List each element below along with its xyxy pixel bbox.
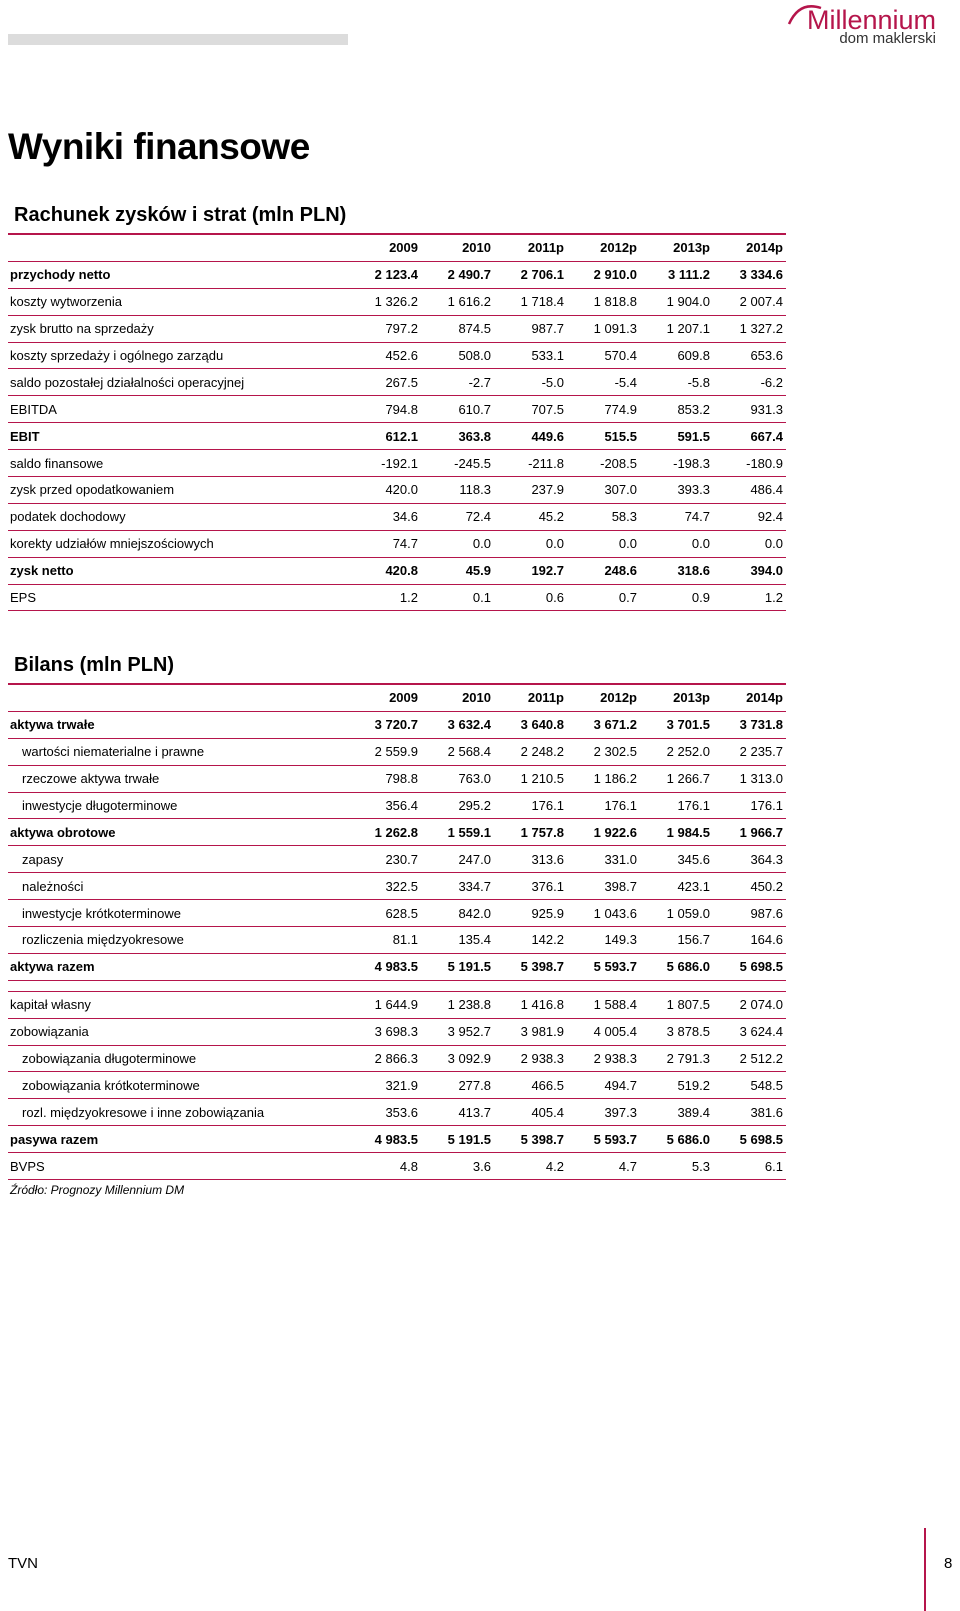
table-row xyxy=(8,288,786,315)
table-header-row xyxy=(8,685,786,711)
value-cell: 874.5 xyxy=(421,315,494,342)
value-cell: -245.5 xyxy=(421,450,494,477)
value-cell: 1 262.8 xyxy=(338,819,421,846)
value-cell: 5 398.7 xyxy=(494,953,567,980)
value-cell: 2 512.2 xyxy=(713,1045,786,1072)
row-label: zobowiązania krótkoterminowe xyxy=(8,1072,338,1099)
value-cell: 2 123.4 xyxy=(338,261,421,288)
value-cell: 45.9 xyxy=(421,557,494,584)
value-cell: 452.6 xyxy=(338,342,421,369)
value-cell: 353.6 xyxy=(338,1099,421,1126)
row-label: podatek dochodowy xyxy=(8,503,338,530)
value-cell: 142.2 xyxy=(494,927,567,954)
value-cell: 135.4 xyxy=(421,927,494,954)
brand-subtitle: dom maklerski xyxy=(839,30,936,47)
table-row xyxy=(8,765,786,792)
row-label: koszty sprzedaży i ogólnego zarządu xyxy=(8,342,338,369)
value-cell: 5 398.7 xyxy=(494,1126,567,1153)
value-cell: 4 005.4 xyxy=(567,1018,640,1045)
value-cell: 393.3 xyxy=(640,477,713,504)
value-cell: 1 313.0 xyxy=(713,765,786,792)
value-cell: 466.5 xyxy=(494,1072,567,1099)
value-cell: 2 235.7 xyxy=(713,738,786,765)
year-header: 2012p xyxy=(567,685,640,711)
value-cell: 1 904.0 xyxy=(640,288,713,315)
value-cell: -211.8 xyxy=(494,450,567,477)
value-cell: 0.0 xyxy=(713,530,786,557)
value-cell: 1 966.7 xyxy=(713,819,786,846)
table-row xyxy=(8,503,786,530)
value-cell: 0.9 xyxy=(640,584,713,611)
row-label: zysk netto xyxy=(8,557,338,584)
value-cell: 610.7 xyxy=(421,396,494,423)
table-row xyxy=(8,819,786,846)
value-cell: 356.4 xyxy=(338,792,421,819)
value-cell: 548.5 xyxy=(713,1072,786,1099)
row-label: saldo finansowe xyxy=(8,450,338,477)
value-cell: 3 092.9 xyxy=(421,1045,494,1072)
value-cell: 81.1 xyxy=(338,927,421,954)
value-cell: 248.6 xyxy=(567,557,640,584)
value-cell: 853.2 xyxy=(640,396,713,423)
value-cell: 1 043.6 xyxy=(567,900,640,927)
balance-sheet-section xyxy=(8,654,786,1197)
value-cell: 2 007.4 xyxy=(713,288,786,315)
value-cell: -5.0 xyxy=(494,369,567,396)
table-row xyxy=(8,711,786,738)
page-number: 8 xyxy=(944,1555,953,1572)
value-cell: 1 588.4 xyxy=(567,991,640,1018)
table-row xyxy=(8,953,786,980)
value-cell: 1 327.2 xyxy=(713,315,786,342)
value-cell: 3 111.2 xyxy=(640,261,713,288)
value-cell: 5 686.0 xyxy=(640,953,713,980)
value-cell: 5 191.5 xyxy=(421,953,494,980)
spacer-cell xyxy=(8,980,786,991)
value-cell: 653.6 xyxy=(713,342,786,369)
value-cell: 318.6 xyxy=(640,557,713,584)
spacer-row xyxy=(8,980,786,991)
year-header: 2013p xyxy=(640,685,713,711)
value-cell: -5.4 xyxy=(567,369,640,396)
value-cell: 394.0 xyxy=(713,557,786,584)
value-cell: 798.8 xyxy=(338,765,421,792)
value-cell: 2 074.0 xyxy=(713,991,786,1018)
value-cell: 1 559.1 xyxy=(421,819,494,846)
year-header: 2011p xyxy=(494,685,567,711)
value-cell: 334.7 xyxy=(421,873,494,900)
value-cell: 4.7 xyxy=(567,1153,640,1180)
table-row xyxy=(8,1153,786,1180)
table-row xyxy=(8,1045,786,1072)
value-cell: 591.5 xyxy=(640,423,713,450)
table-row xyxy=(8,900,786,927)
value-cell: 345.6 xyxy=(640,846,713,873)
value-cell: 2 866.3 xyxy=(338,1045,421,1072)
header-blank-cell xyxy=(8,685,338,711)
row-label: korekty udziałów mniejszościowych xyxy=(8,530,338,557)
row-label: zobowiązania długoterminowe xyxy=(8,1045,338,1072)
value-cell: 1 266.7 xyxy=(640,765,713,792)
table-row xyxy=(8,261,786,288)
table-row xyxy=(8,396,786,423)
source-note: Źródło: Prognozy Millennium DM xyxy=(10,1183,185,1198)
value-cell: 3 632.4 xyxy=(421,711,494,738)
value-cell: 1 984.5 xyxy=(640,819,713,846)
year-header: 2009 xyxy=(338,235,421,261)
value-cell: 72.4 xyxy=(421,503,494,530)
value-cell: 322.5 xyxy=(338,873,421,900)
value-cell: 3 671.2 xyxy=(567,711,640,738)
table-row xyxy=(8,530,786,557)
row-label: EBIT xyxy=(8,423,338,450)
value-cell: 628.5 xyxy=(338,900,421,927)
value-cell: 3 624.4 xyxy=(713,1018,786,1045)
row-label: wartości niematerialne i prawne xyxy=(8,738,338,765)
year-header: 2010 xyxy=(421,235,494,261)
table-row xyxy=(8,738,786,765)
row-label: zysk brutto na sprzedaży xyxy=(8,315,338,342)
value-cell: 176.1 xyxy=(494,792,567,819)
value-cell: 794.8 xyxy=(338,396,421,423)
value-cell: 34.6 xyxy=(338,503,421,530)
value-cell: 1 059.0 xyxy=(640,900,713,927)
value-cell: 6.1 xyxy=(713,1153,786,1180)
year-header: 2009 xyxy=(338,685,421,711)
brand-name: Millennium xyxy=(806,5,936,35)
value-cell: 0.0 xyxy=(640,530,713,557)
value-cell: 3 334.6 xyxy=(713,261,786,288)
row-label: EBITDA xyxy=(8,396,338,423)
value-cell: 176.1 xyxy=(713,792,786,819)
value-cell: 1 616.2 xyxy=(421,288,494,315)
value-cell: -2.7 xyxy=(421,369,494,396)
value-cell: 842.0 xyxy=(421,900,494,927)
row-label: zapasy xyxy=(8,846,338,873)
value-cell: 376.1 xyxy=(494,873,567,900)
value-cell: 405.4 xyxy=(494,1099,567,1126)
value-cell: 1 807.5 xyxy=(640,991,713,1018)
value-cell: 763.0 xyxy=(421,765,494,792)
row-label: rozliczenia międzyokresowe xyxy=(8,927,338,954)
value-cell: 1.2 xyxy=(338,584,421,611)
value-cell: 156.7 xyxy=(640,927,713,954)
value-cell: 2 706.1 xyxy=(494,261,567,288)
value-cell: 5 698.5 xyxy=(713,1126,786,1153)
value-cell: 176.1 xyxy=(640,792,713,819)
value-cell: 609.8 xyxy=(640,342,713,369)
value-cell: 0.6 xyxy=(494,584,567,611)
value-cell: 321.9 xyxy=(338,1072,421,1099)
value-cell: 667.4 xyxy=(713,423,786,450)
income-statement-title: Rachunek zysków i strat (mln PLN) xyxy=(8,204,786,235)
value-cell: 0.7 xyxy=(567,584,640,611)
value-cell: 0.0 xyxy=(567,530,640,557)
value-cell: 4.2 xyxy=(494,1153,567,1180)
value-cell: 3.6 xyxy=(421,1153,494,1180)
table-row xyxy=(8,991,786,1018)
value-cell: 295.2 xyxy=(421,792,494,819)
row-label: aktywa razem xyxy=(8,953,338,980)
table-row xyxy=(8,423,786,450)
value-cell: -208.5 xyxy=(567,450,640,477)
value-cell: 515.5 xyxy=(567,423,640,450)
value-cell: 931.3 xyxy=(713,396,786,423)
value-cell: 1 186.2 xyxy=(567,765,640,792)
value-cell: 2 910.0 xyxy=(567,261,640,288)
header-bar xyxy=(8,34,348,45)
value-cell: 118.3 xyxy=(421,477,494,504)
page-title: Wyniki finansowe xyxy=(8,126,310,167)
value-cell: 413.7 xyxy=(421,1099,494,1126)
value-cell: 1 818.8 xyxy=(567,288,640,315)
value-cell: 987.6 xyxy=(713,900,786,927)
table-row xyxy=(8,1018,786,1045)
value-cell: 1 091.3 xyxy=(567,315,640,342)
value-cell: 1.2 xyxy=(713,584,786,611)
logo-swoosh-icon xyxy=(787,4,823,26)
row-label: aktywa obrotowe xyxy=(8,819,338,846)
value-cell: 3 878.5 xyxy=(640,1018,713,1045)
value-cell: 3 701.5 xyxy=(640,711,713,738)
year-header: 2014p xyxy=(713,685,786,711)
value-cell: 4.8 xyxy=(338,1153,421,1180)
value-cell: 192.7 xyxy=(494,557,567,584)
value-cell: 5 686.0 xyxy=(640,1126,713,1153)
row-label: pasywa razem xyxy=(8,1126,338,1153)
value-cell: 5 593.7 xyxy=(567,953,640,980)
value-cell: 1 326.2 xyxy=(338,288,421,315)
value-cell: 58.3 xyxy=(567,503,640,530)
value-cell: 533.1 xyxy=(494,342,567,369)
value-cell: 486.4 xyxy=(713,477,786,504)
row-label: EPS xyxy=(8,584,338,611)
value-cell: 494.7 xyxy=(567,1072,640,1099)
value-cell: 1 718.4 xyxy=(494,288,567,315)
year-header: 2013p xyxy=(640,235,713,261)
year-header: 2012p xyxy=(567,235,640,261)
value-cell: 247.0 xyxy=(421,846,494,873)
value-cell: 149.3 xyxy=(567,927,640,954)
year-header: 2011p xyxy=(494,235,567,261)
row-label: inwestycje długoterminowe xyxy=(8,792,338,819)
value-cell: -180.9 xyxy=(713,450,786,477)
value-cell: -192.1 xyxy=(338,450,421,477)
row-label: kapitał własny xyxy=(8,991,338,1018)
value-cell: 364.3 xyxy=(713,846,786,873)
row-label: zysk przed opodatkowaniem xyxy=(8,477,338,504)
value-cell: 4 983.5 xyxy=(338,1126,421,1153)
table-row xyxy=(8,450,786,477)
year-header: 2010 xyxy=(421,685,494,711)
value-cell: -5.8 xyxy=(640,369,713,396)
value-cell: 398.7 xyxy=(567,873,640,900)
value-cell: 570.4 xyxy=(567,342,640,369)
income-statement-table xyxy=(8,235,786,611)
value-cell: -198.3 xyxy=(640,450,713,477)
value-cell: 797.2 xyxy=(338,315,421,342)
table-row xyxy=(8,846,786,873)
row-label: aktywa trwałe xyxy=(8,711,338,738)
balance-sheet-title: Bilans (mln PLN) xyxy=(8,654,786,685)
value-cell: 2 248.2 xyxy=(494,738,567,765)
value-cell: 363.8 xyxy=(421,423,494,450)
value-cell: 423.1 xyxy=(640,873,713,900)
value-cell: 1 210.5 xyxy=(494,765,567,792)
value-cell: 1 416.8 xyxy=(494,991,567,1018)
table-header-row xyxy=(8,235,786,261)
row-label: należności xyxy=(8,873,338,900)
value-cell: 774.9 xyxy=(567,396,640,423)
value-cell: 397.3 xyxy=(567,1099,640,1126)
value-cell: 3 640.8 xyxy=(494,711,567,738)
value-cell: 420.0 xyxy=(338,477,421,504)
value-cell: 74.7 xyxy=(338,530,421,557)
income-statement-section xyxy=(8,204,786,611)
value-cell: 4 983.5 xyxy=(338,953,421,980)
value-cell: 267.5 xyxy=(338,369,421,396)
value-cell: 307.0 xyxy=(567,477,640,504)
value-cell: 3 952.7 xyxy=(421,1018,494,1045)
row-label: inwestycje krótkoterminowe xyxy=(8,900,338,927)
value-cell: 519.2 xyxy=(640,1072,713,1099)
row-label: koszty wytworzenia xyxy=(8,288,338,315)
value-cell: 92.4 xyxy=(713,503,786,530)
table-row xyxy=(8,369,786,396)
value-cell: 1 238.8 xyxy=(421,991,494,1018)
value-cell: 450.2 xyxy=(713,873,786,900)
value-cell: 1 644.9 xyxy=(338,991,421,1018)
balance-sheet-table xyxy=(8,685,786,1180)
footer-company: TVN xyxy=(8,1555,38,1572)
value-cell: 1 207.1 xyxy=(640,315,713,342)
value-cell: 707.5 xyxy=(494,396,567,423)
value-cell: 3 720.7 xyxy=(338,711,421,738)
value-cell: 420.8 xyxy=(338,557,421,584)
value-cell: 237.9 xyxy=(494,477,567,504)
value-cell: 2 791.3 xyxy=(640,1045,713,1072)
value-cell: 2 490.7 xyxy=(421,261,494,288)
value-cell: 3 981.9 xyxy=(494,1018,567,1045)
value-cell: 164.6 xyxy=(713,927,786,954)
footer-divider xyxy=(924,1528,926,1611)
value-cell: 0.1 xyxy=(421,584,494,611)
value-cell: 2 568.4 xyxy=(421,738,494,765)
value-cell: 3 698.3 xyxy=(338,1018,421,1045)
row-label: saldo pozostałej działalności operacyjnej xyxy=(8,369,338,396)
value-cell: 612.1 xyxy=(338,423,421,450)
value-cell: 230.7 xyxy=(338,846,421,873)
table-row xyxy=(8,1072,786,1099)
value-cell: 5 698.5 xyxy=(713,953,786,980)
value-cell: 1 757.8 xyxy=(494,819,567,846)
value-cell: 2 252.0 xyxy=(640,738,713,765)
value-cell: 5 191.5 xyxy=(421,1126,494,1153)
value-cell: 5 593.7 xyxy=(567,1126,640,1153)
value-cell: 313.6 xyxy=(494,846,567,873)
value-cell: 0.0 xyxy=(494,530,567,557)
value-cell: 331.0 xyxy=(567,846,640,873)
value-cell: 2 938.3 xyxy=(494,1045,567,1072)
table-row xyxy=(8,873,786,900)
year-header: 2014p xyxy=(713,235,786,261)
value-cell: 925.9 xyxy=(494,900,567,927)
value-cell: 5.3 xyxy=(640,1153,713,1180)
value-cell: 449.6 xyxy=(494,423,567,450)
table-row xyxy=(8,792,786,819)
value-cell: 0.0 xyxy=(421,530,494,557)
row-label: rzeczowe aktywa trwałe xyxy=(8,765,338,792)
value-cell: 987.7 xyxy=(494,315,567,342)
table-row xyxy=(8,584,786,611)
value-cell: -6.2 xyxy=(713,369,786,396)
brand-logo xyxy=(807,6,936,46)
row-label: rozl. międzyokresowe i inne zobowiązania xyxy=(8,1099,338,1126)
value-cell: 277.8 xyxy=(421,1072,494,1099)
value-cell: 2 559.9 xyxy=(338,738,421,765)
value-cell: 45.2 xyxy=(494,503,567,530)
table-row xyxy=(8,342,786,369)
value-cell: 176.1 xyxy=(567,792,640,819)
value-cell: 74.7 xyxy=(640,503,713,530)
value-cell: 381.6 xyxy=(713,1099,786,1126)
value-cell: 389.4 xyxy=(640,1099,713,1126)
value-cell: 1 922.6 xyxy=(567,819,640,846)
value-cell: 2 938.3 xyxy=(567,1045,640,1072)
row-label: przychody netto xyxy=(8,261,338,288)
table-row xyxy=(8,1099,786,1126)
row-label: zobowiązania xyxy=(8,1018,338,1045)
value-cell: 3 731.8 xyxy=(713,711,786,738)
value-cell: 508.0 xyxy=(421,342,494,369)
table-row xyxy=(8,557,786,584)
table-row xyxy=(8,927,786,954)
table-row xyxy=(8,315,786,342)
table-row xyxy=(8,1126,786,1153)
table-row xyxy=(8,477,786,504)
value-cell: 2 302.5 xyxy=(567,738,640,765)
row-label: BVPS xyxy=(8,1153,338,1180)
header-blank-cell xyxy=(8,235,338,261)
